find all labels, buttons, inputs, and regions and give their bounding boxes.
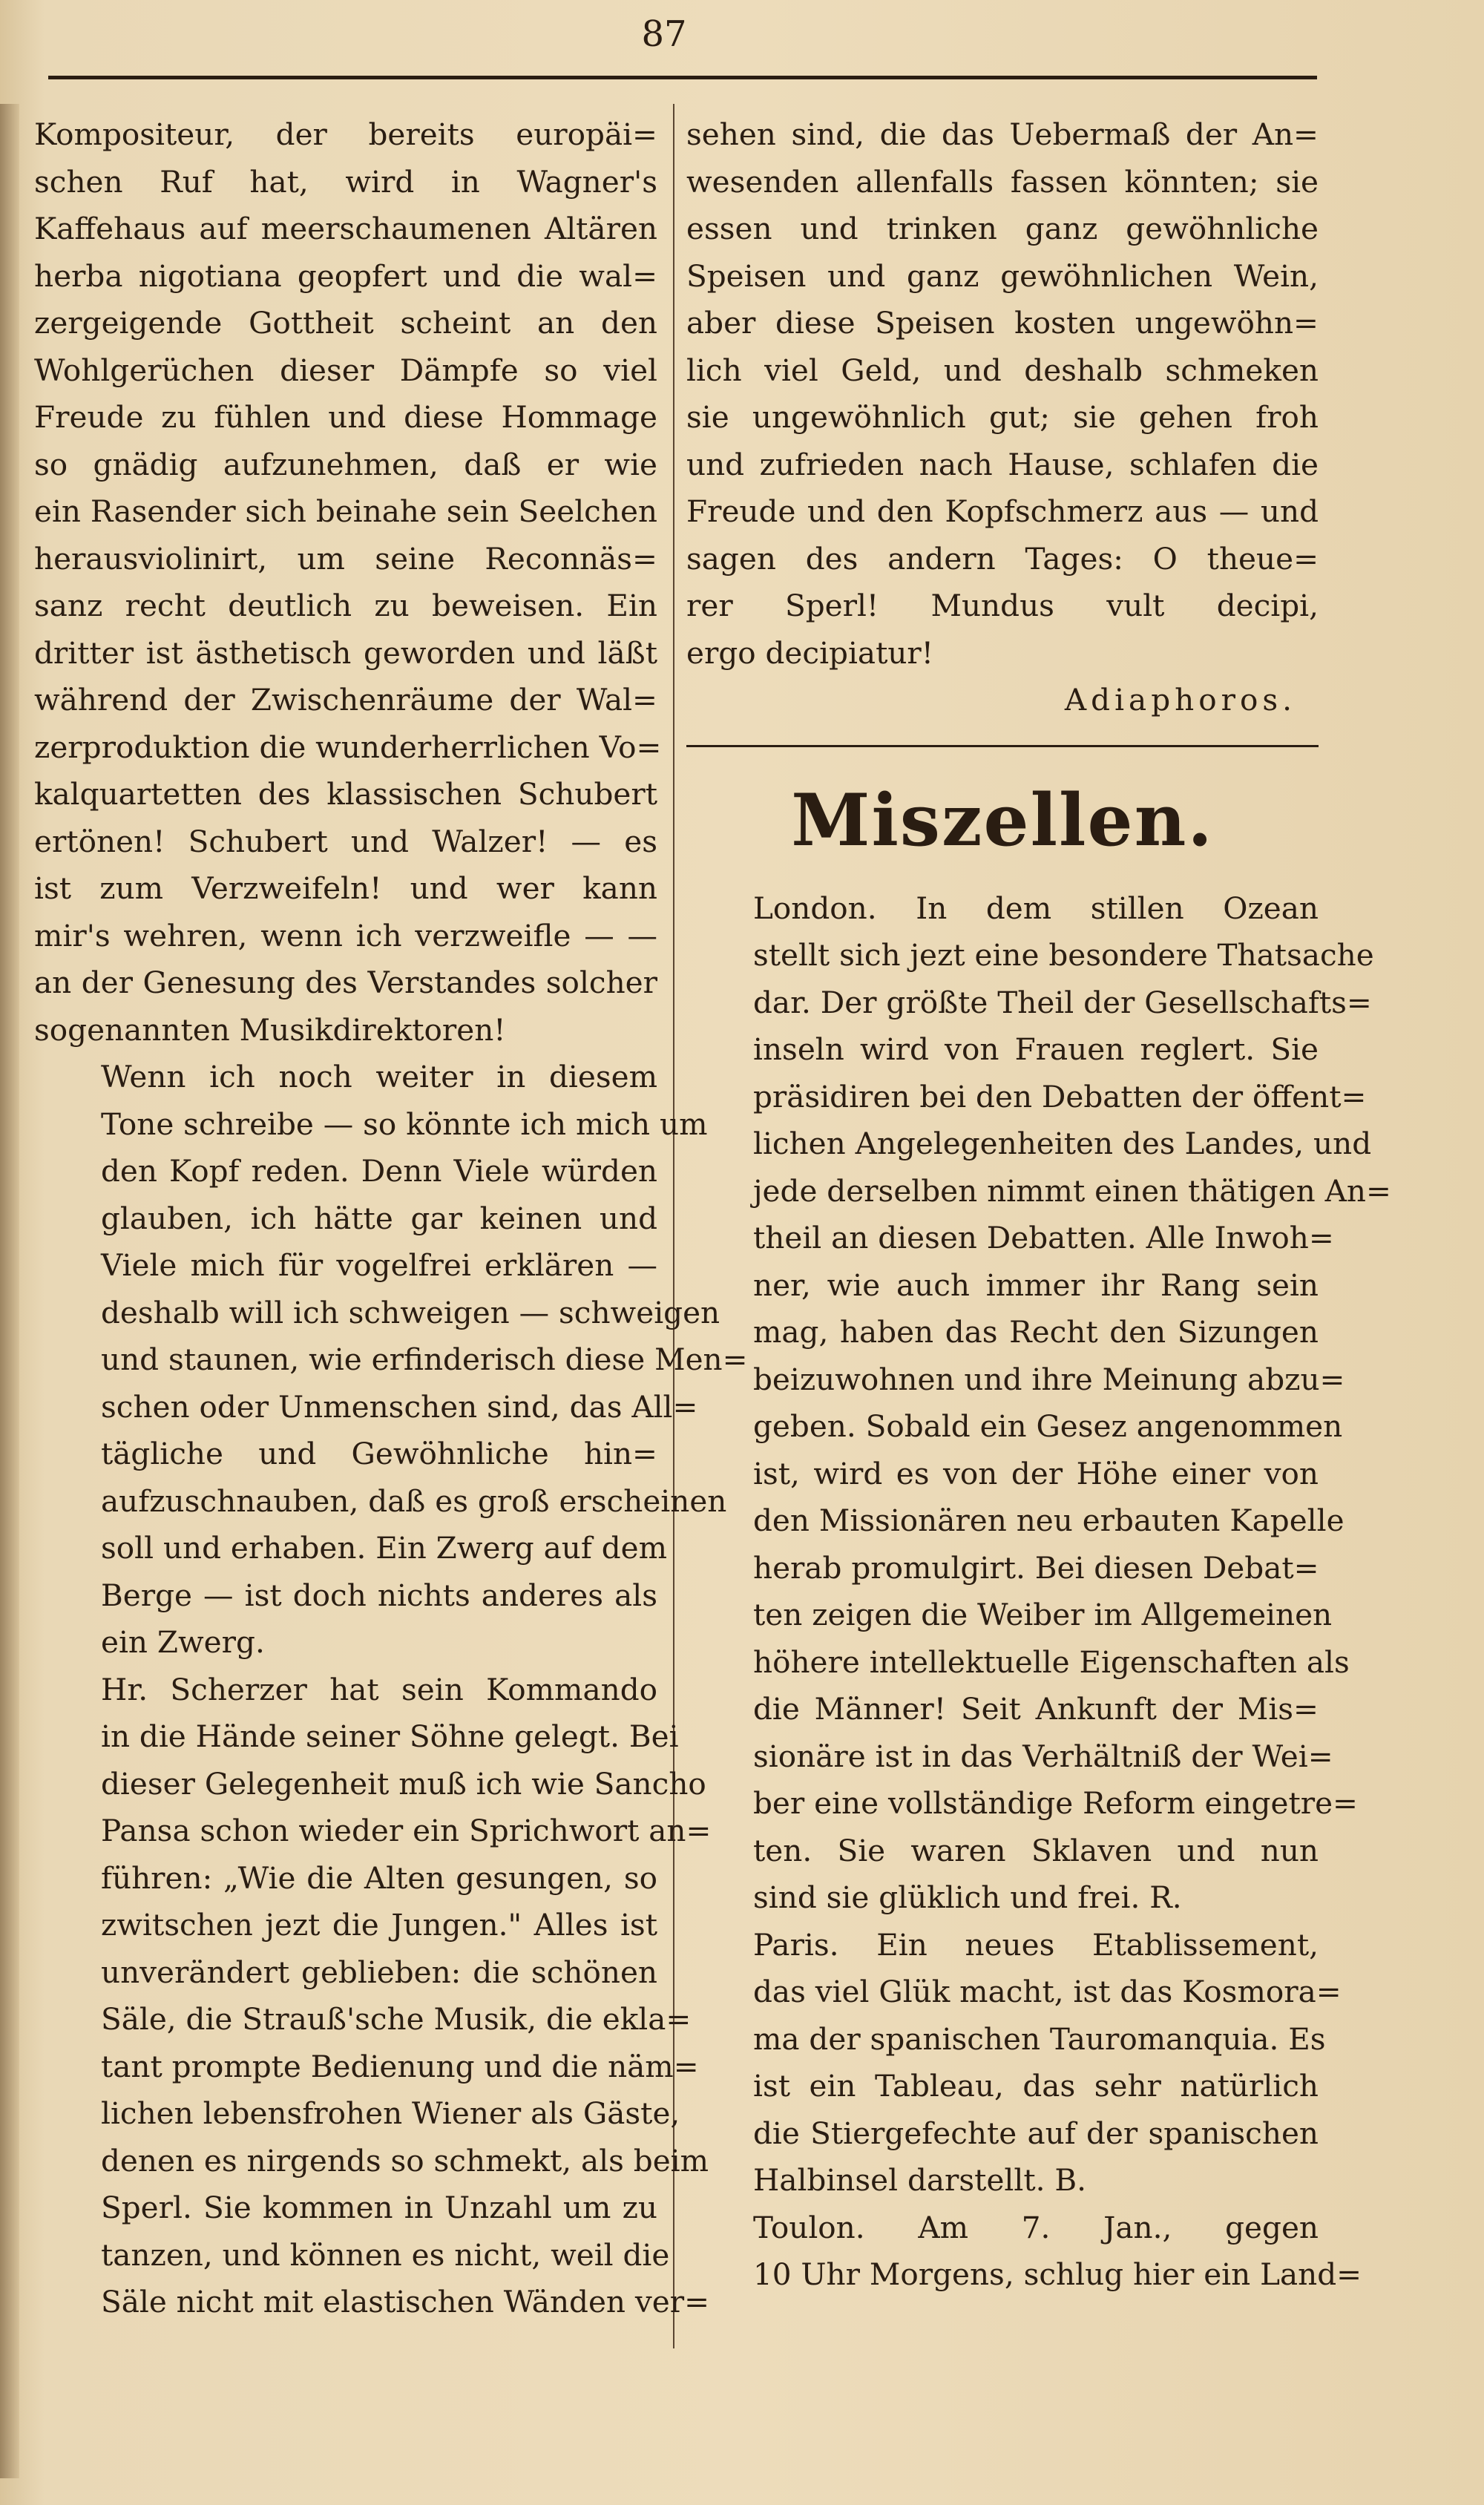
text-line: lichen lebensfrohen Wiener als Gäste,: [101, 2095, 680, 2131]
text-line: aufzuschnauben, daß es groß erscheinen: [101, 1483, 727, 1519]
text-line: Halbinsel darstellt. B.: [753, 2162, 1086, 2198]
author-signature: Adiaphoros.: [1064, 682, 1296, 718]
text-line: mir's wehren, wenn ich verzweifle — —: [34, 917, 657, 953]
paragraph-silence: [34, 1054, 748, 1667]
text-line: essen und trinken ganz gewöhnliche: [686, 211, 1319, 246]
section-divider: [686, 745, 1319, 747]
text-line: Säle nicht mit elastischen Wänden ver=: [101, 2284, 710, 2319]
text-line: ten zeigen die Weiber im Allgemeinen: [753, 1597, 1333, 1632]
header-rule: [48, 76, 1317, 79]
text-line: den Kopf reden. Denn Viele würden: [101, 1153, 657, 1189]
text-line: theil an diesen Debatten. Alle Inwoh=: [753, 1220, 1334, 1255]
text-line: Wenn ich noch weiter in diesem: [101, 1059, 657, 1094]
text-line: unverändert geblieben: die schönen: [101, 1954, 657, 1990]
text-line: denen es nirgends so schmekt, als beim: [101, 2142, 709, 2179]
text-line: Sperl. Sie kommen in Unzahl um zu: [101, 2190, 657, 2225]
article-paris: [686, 1922, 1342, 2204]
text-line: zergeigende Gottheit scheint an den: [34, 305, 657, 341]
text-line: Toulon. Am 7. Jan., gegen: [753, 2209, 1319, 2245]
text-line: schen oder Unmenschen sind, das All=: [101, 1388, 698, 1425]
text-line: sagen des andern Tages: O theue=: [686, 540, 1319, 577]
paragraph-scherzer: [34, 1667, 712, 2326]
section-heading: Miszellen.: [791, 778, 1214, 862]
text-line: so gnädig aufzunehmen, daß er wie: [34, 446, 657, 482]
text-line: die Stiergefechte auf der spanischen: [753, 2115, 1319, 2151]
text-line: ber eine vollständige Reform eingetre=: [753, 1785, 1358, 1821]
left-column: [34, 111, 748, 2326]
text-line: an der Genesung des Verstandes solcher: [34, 965, 657, 1000]
text-line: den Missionären neu erbauten Kapelle: [753, 1503, 1345, 1538]
text-line: geben. Sobald ein Gesez angenommen: [753, 1408, 1343, 1444]
text-line: 10 Uhr Morgens, schlug hier ein Land=: [753, 2256, 1362, 2292]
text-line: ist ein Tableau, das sehr natürlich: [753, 2068, 1319, 2104]
text-line: Wohlgerüchen dieser Dämpfe so viel: [34, 352, 657, 388]
text-line: schen Ruf hat, wird in Wagner's: [34, 163, 657, 200]
text-line: sind sie glüklich und frei. R.: [753, 1879, 1182, 1915]
paragraph-music-directors: [34, 111, 662, 1054]
text-line: Speisen und ganz gewöhnlichen Wein,: [686, 257, 1319, 294]
text-line: ist zum Verzweifeln! und wer kann: [34, 870, 657, 906]
text-line: lichen Angelegenheiten des Landes, und: [753, 1126, 1372, 1161]
text-line: höhere intellektuelle Eigenschaften als: [753, 1644, 1350, 1680]
text-line: deshalb will ich schweigen — schweigen: [101, 1294, 720, 1330]
text-line: ertönen! Schubert und Walzer! — es: [34, 823, 657, 859]
text-line: Kaffehaus auf meerschaumenen Altären: [34, 211, 657, 246]
text-line: zwitschen jezt die Jungen." Alles ist: [101, 1907, 657, 1943]
text-line: dieser Gelegenheit muß ich wie Sancho: [101, 1765, 706, 1802]
text-line: Säle, die Strauß'sche Musik, die ekla=: [101, 2001, 692, 2037]
text-line: und zufrieden nach Hause, schlafen die: [686, 446, 1319, 482]
text-line: ergo decipiatur!: [686, 634, 934, 671]
text-line: Freude und den Kopfschmerz aus — und: [686, 493, 1319, 529]
paragraph-sperl-conclusion: [686, 111, 1319, 677]
text-line: stellt sich jezt eine besondere Thatsache: [753, 937, 1374, 973]
text-line: sanz recht deutlich zu beweisen. Ein: [34, 588, 657, 623]
text-line: Freude zu fühlen und diese Hommage: [34, 399, 657, 435]
text-line: sie ungewöhnlich gut; sie gehen froh: [686, 399, 1319, 435]
page-number: 87: [641, 13, 687, 55]
text-line: jede derselben nimmt einen thätigen An=: [753, 1172, 1391, 1209]
text-line: während der Zwischenräume der Wal=: [34, 682, 657, 718]
text-line: ner, wie auch immer ihr Rang sein: [753, 1267, 1319, 1303]
article-london: [686, 885, 1391, 1922]
text-line: ist, wird es von der Höhe einer von: [753, 1455, 1319, 1491]
text-line: ein Zwerg.: [101, 1624, 265, 1660]
text-line: London. In dem stillen Ozean: [753, 890, 1319, 926]
text-line: Berge — ist doch nichts anderes als: [101, 1577, 657, 1613]
text-line: sehen sind, die das Uebermaß der An=: [686, 116, 1319, 152]
text-line: tant prompte Bedienung und die näm=: [101, 2048, 699, 2084]
text-line: tanzen, und können es nicht, weil die: [101, 2236, 670, 2273]
text-line: präsidiren bei den Debatten der öffent=: [753, 1078, 1367, 1114]
text-line: Hr. Scherzer hat sein Kommando: [101, 1671, 657, 1707]
text-line: führen: „Wie die Alten gesungen, so: [101, 1859, 657, 1896]
text-line: Tone schreibe — so könnte ich mich um: [101, 1106, 708, 1142]
text-line: rer Sperl! Mundus vult decipi,: [686, 588, 1319, 623]
text-line: herba nigotiana geopfert und die wal=: [34, 257, 657, 294]
text-line: dritter ist ästhetisch geworden und läßt: [34, 634, 657, 671]
text-line: in die Hände seiner Söhne gelegt. Bei: [101, 1718, 679, 1754]
article-toulon: [686, 2204, 1362, 2299]
text-line: ten. Sie waren Sklaven und nun: [753, 1832, 1319, 1868]
text-line: mag, haben das Recht den Sizungen: [753, 1314, 1319, 1350]
text-line: herab promulgirt. Bei diesen Debat=: [753, 1549, 1319, 1586]
text-line: wesenden allenfalls fassen könnten; sie: [686, 163, 1319, 200]
text-line: lich viel Geld, und deshalb schmeken: [686, 352, 1319, 388]
text-line: zerproduktion die wunderherrlichen Vo=: [34, 729, 662, 765]
text-line: die Männer! Seit Ankunft der Mis=: [753, 1691, 1319, 1727]
text-line: und staunen, wie erfinderisch diese Men=: [101, 1342, 748, 1377]
text-line: soll und erhaben. Ein Zwerg auf dem: [101, 1530, 667, 1566]
text-line: herausviolinirt, um seine Reconnäs=: [34, 540, 657, 577]
text-line: kalquartetten des klassischen Schubert: [34, 776, 657, 812]
text-line: Viele mich für vogelfrei erklären —: [101, 1247, 657, 1283]
text-line: ein Rasender sich beinahe sein Seelchen: [34, 493, 657, 529]
text-line: das viel Glük macht, ist das Kosmora=: [753, 1974, 1342, 2009]
text-line: Kompositeur, der bereits europäi=: [34, 116, 657, 152]
text-line: beizuwohnen und ihre Meinung abzu=: [753, 1361, 1345, 1397]
text-line: ma der spanischen Tauromanquia. Es: [753, 2020, 1326, 2057]
text-line: Pansa schon wieder ein Sprichwort an=: [101, 1813, 712, 1848]
text-line: Paris. Ein neues Etablissement,: [753, 1926, 1319, 1963]
text-line: tägliche und Gewöhnliche hin=: [101, 1436, 657, 1471]
text-line: dar. Der größte Theil der Gesellschafts=: [753, 984, 1372, 1020]
text-line: inseln wird von Frauen reglert. Sie: [753, 1031, 1319, 1067]
binding-shadow: [0, 104, 19, 2478]
text-line: glauben, ich hätte gar keinen und: [101, 1200, 657, 1236]
text-line: sogenannten Musikdirektoren!: [34, 1011, 506, 1048]
right-column: [686, 111, 1391, 2299]
text-line: sionäre ist in das Verhältniß der Wei=: [753, 1738, 1333, 1774]
text-line: aber diese Speisen kosten ungewöhn=: [686, 305, 1319, 341]
